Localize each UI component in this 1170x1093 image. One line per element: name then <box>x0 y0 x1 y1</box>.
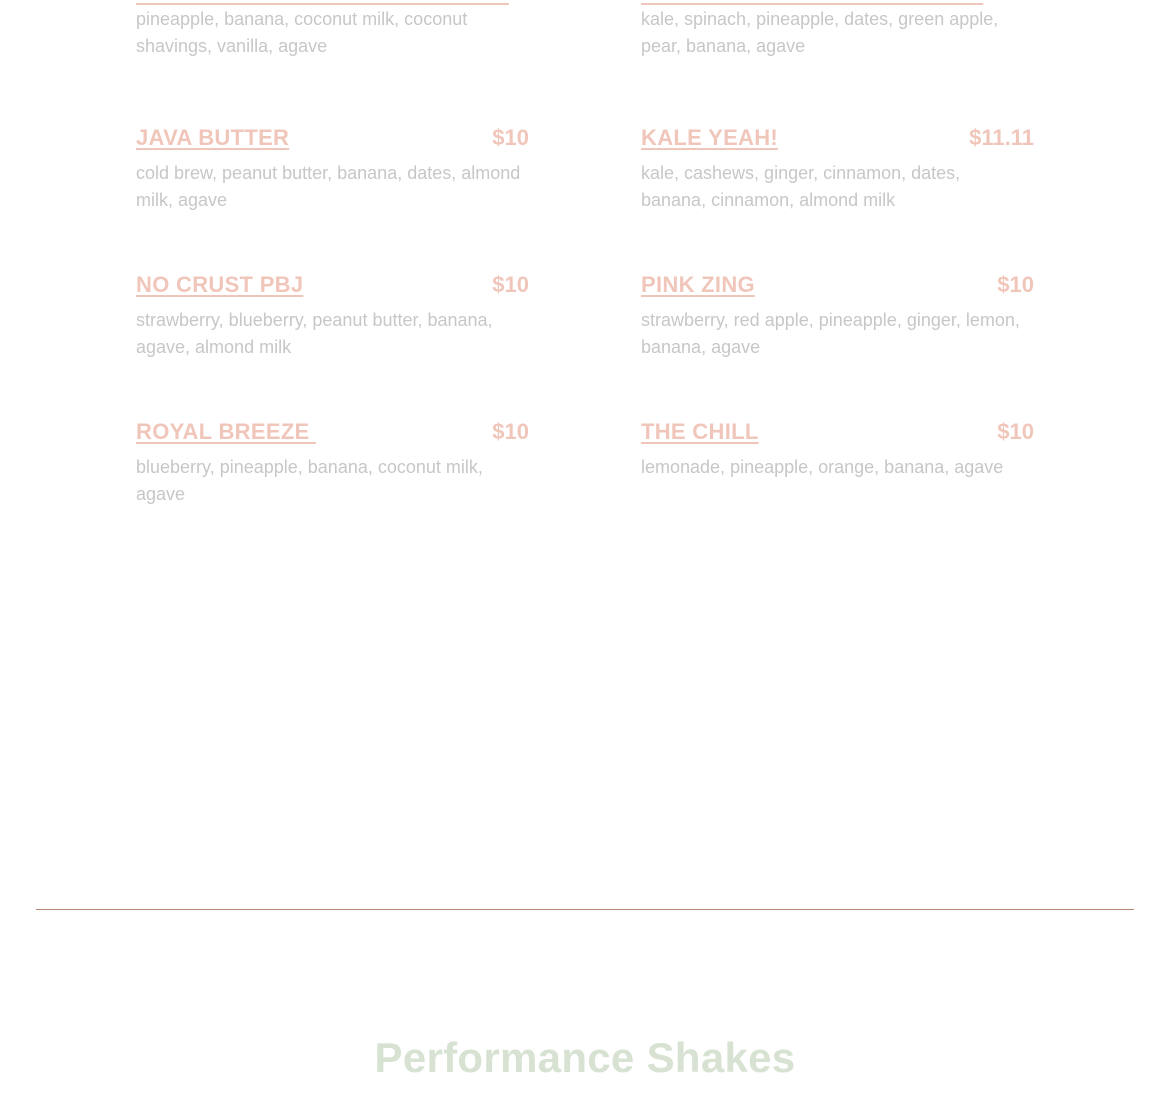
menu-item-header <box>641 418 1034 448</box>
section-divider <box>36 909 1134 910</box>
menu-item-header <box>136 124 529 154</box>
menu-item-description: strawberry, blueberry, peanut butter, banana, agave, almond milk <box>136 310 493 357</box>
menu-item <box>136 124 529 214</box>
menu-item-name[interactable]: KALE YEAH! <box>641 125 779 150</box>
menu-item-name[interactable]: JAVA BUTTER <box>136 125 290 150</box>
menu-item-description: pineapple, banana, coconut milk, coconut shavings, vanilla, agave <box>136 9 468 56</box>
menu-item-description: cold brew, peanut butter, banana, dates, almond milk, agave <box>136 163 521 210</box>
menu-item-header <box>136 271 529 301</box>
menu-item-name[interactable]: NO CRUST PBJ <box>136 272 304 297</box>
menu-item <box>641 0 1034 60</box>
menu-item <box>136 418 529 508</box>
section-title: Performance Shakes <box>374 1034 796 1081</box>
menu-item-price: $10 <box>997 419 1034 444</box>
menu-item-description: strawberry, red apple, pineapple, ginger, lemon, banana, agave <box>641 310 1020 357</box>
menu-item-header <box>641 124 1034 154</box>
menu-item <box>136 271 529 361</box>
menu-item-name[interactable]: ROYAL BREEZE <box>136 419 316 444</box>
menu-item-price: $11.11 <box>969 125 1034 150</box>
menu-item-description: blueberry, pineapple, banana, coconut milk, agave <box>136 457 483 504</box>
menu-item <box>641 418 1034 481</box>
menu-item-description: kale, cashews, ginger, cinnamon, dates, banana, cinnamon, almond milk <box>641 163 961 210</box>
menu-item-name[interactable]: THE CHILL <box>641 419 759 444</box>
menu-item-description: kale, spinach, pineapple, dates, green apple, pear, banana, agave <box>641 9 999 56</box>
menu-item-description: lemonade, pineapple, orange, banana, agave <box>641 457 1004 477</box>
menu-item <box>136 0 529 60</box>
menu-item-name[interactable]: PINK ZING <box>641 272 755 297</box>
menu-item-price: $10 <box>492 272 529 297</box>
menu-item-price: $10 <box>492 419 529 444</box>
menu-item-header <box>136 418 529 448</box>
menu-item-price: $10 <box>492 125 529 150</box>
menu-item <box>641 271 1034 361</box>
menu-item-header <box>641 271 1034 301</box>
menu-item <box>641 124 1034 214</box>
menu-item-price: $10 <box>997 272 1034 297</box>
